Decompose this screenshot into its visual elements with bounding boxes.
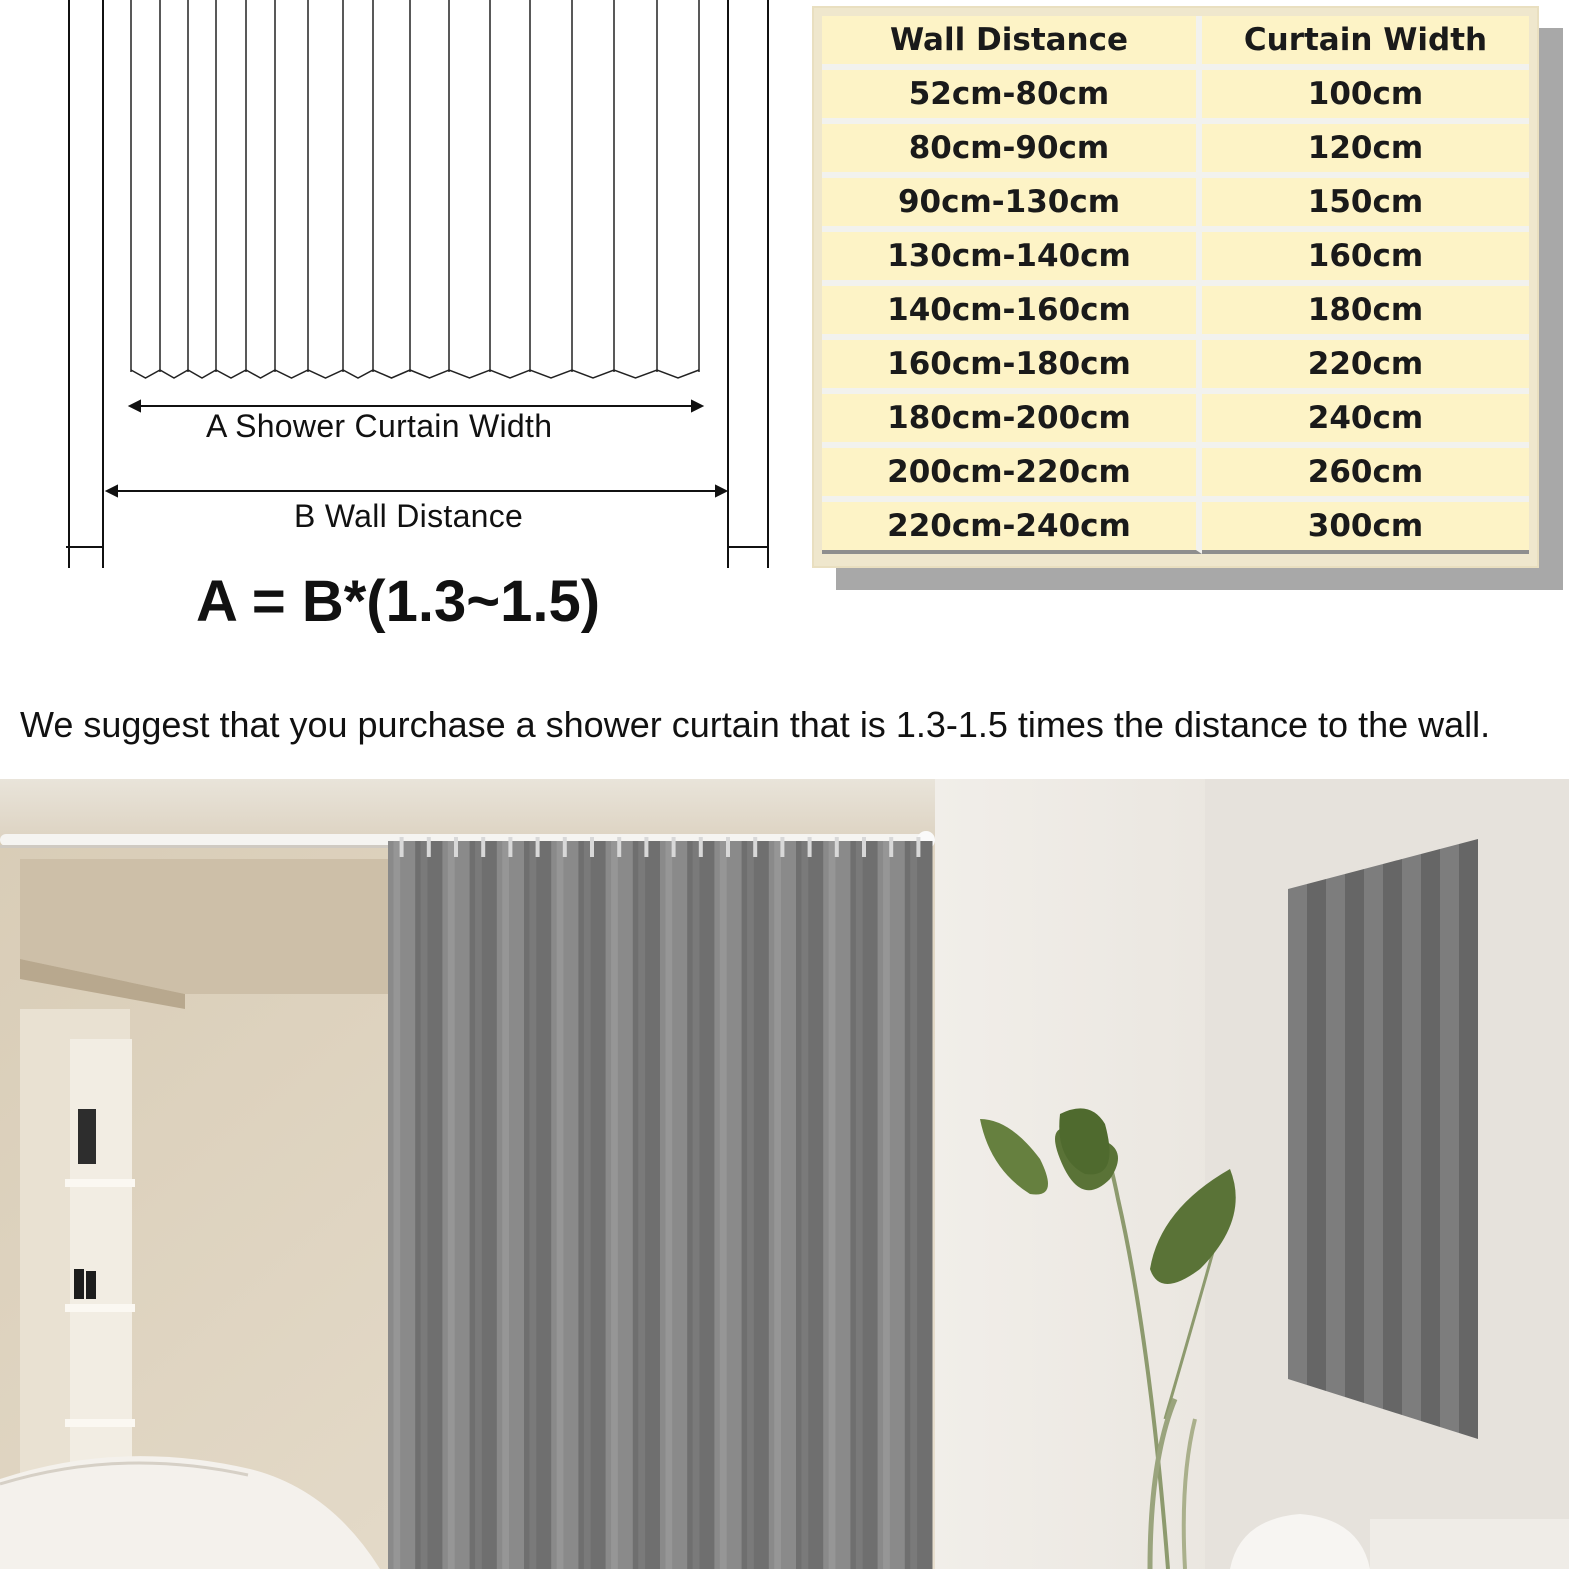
curtain-diagram bbox=[0, 0, 800, 660]
curtain-pleat bbox=[497, 841, 525, 1569]
wall-distance-cell: 130cm-140cm bbox=[822, 232, 1202, 286]
side-curtain-pleat bbox=[1440, 844, 1459, 1433]
side-curtain-pleat bbox=[1383, 859, 1402, 1415]
curtain-width-cell: 150cm bbox=[1202, 178, 1529, 232]
curtain-pleat-highlight bbox=[665, 841, 672, 1569]
distance-b-arrow bbox=[107, 486, 726, 496]
gray-pleated-curtain bbox=[388, 837, 933, 1569]
curtain-pleat bbox=[633, 841, 661, 1569]
niche-shelf bbox=[65, 1304, 135, 1312]
side-curtain-pleat bbox=[1326, 874, 1345, 1397]
sizing-formula: A = B*(1.3~1.5) bbox=[196, 569, 601, 634]
curtain-pleat-highlight bbox=[720, 841, 727, 1569]
curtain-hook bbox=[400, 837, 404, 857]
right-wall-lines bbox=[728, 0, 768, 568]
curtain-pleat bbox=[388, 841, 416, 1569]
curtain-pleat-highlight bbox=[883, 841, 890, 1569]
curtain-pleat bbox=[687, 841, 715, 1569]
bathroom-photo bbox=[0, 779, 1569, 1569]
bathroom-scene-image bbox=[0, 779, 1569, 1569]
wall-distance-label: B Wall Distance bbox=[294, 498, 524, 534]
size-chart bbox=[812, 6, 1539, 568]
table-header-row bbox=[822, 16, 1529, 70]
curtain-pleat bbox=[415, 841, 443, 1569]
curtain-pleat bbox=[551, 841, 579, 1569]
curtain-pleat-highlight bbox=[693, 841, 700, 1569]
curtain-pleat bbox=[769, 841, 797, 1569]
table-row bbox=[822, 394, 1529, 448]
curtain-pleat bbox=[905, 841, 933, 1569]
curtain-pleats bbox=[131, 0, 699, 378]
curtain-width-cell: 180cm bbox=[1202, 286, 1529, 340]
curtain-pleat bbox=[524, 841, 552, 1569]
curtain-hook bbox=[808, 837, 812, 857]
curtain-width-cell: 160cm bbox=[1202, 232, 1529, 286]
curtain-hook bbox=[481, 837, 485, 857]
curtain-pleat-highlight bbox=[557, 841, 564, 1569]
curtain-pleat-highlight bbox=[910, 841, 917, 1569]
side-curtain-pleat bbox=[1459, 839, 1478, 1439]
side-curtain-pleat bbox=[1288, 884, 1307, 1385]
table-row bbox=[822, 178, 1529, 232]
side-curtain-pleat bbox=[1402, 854, 1421, 1421]
curtain-width-cell: 300cm bbox=[1202, 502, 1529, 554]
table-row bbox=[822, 286, 1529, 340]
curtain-hook bbox=[835, 837, 839, 857]
toiletry-bottle bbox=[74, 1269, 84, 1299]
wall-distance-cell: 52cm-80cm bbox=[822, 70, 1202, 124]
curtain-pleat-highlight bbox=[475, 841, 482, 1569]
size-table bbox=[822, 16, 1529, 554]
curtain-pleat-highlight bbox=[502, 841, 509, 1569]
curtain-pleat-highlight bbox=[529, 841, 536, 1569]
curtain-pleat bbox=[714, 841, 742, 1569]
curtain-hook bbox=[780, 837, 784, 857]
counter bbox=[1370, 1519, 1569, 1569]
curtain-hook bbox=[672, 837, 676, 857]
curtain-hook bbox=[454, 837, 458, 857]
curtain-width-cell: 260cm bbox=[1202, 448, 1529, 502]
curtain-hook bbox=[617, 837, 621, 857]
wall-distance-cell: 180cm-200cm bbox=[822, 394, 1202, 448]
wall-distance-cell: 160cm-180cm bbox=[822, 340, 1202, 394]
curtain-hook bbox=[563, 837, 567, 857]
curtain-width-cell: 220cm bbox=[1202, 340, 1529, 394]
curtain-hook bbox=[508, 837, 512, 857]
curtain-pleat-highlight bbox=[638, 841, 645, 1569]
curtain-pleat bbox=[442, 841, 470, 1569]
curtain-width-cell: 240cm bbox=[1202, 394, 1529, 448]
wall-distance-cell: 80cm-90cm bbox=[822, 124, 1202, 178]
curtain-pleat bbox=[660, 841, 688, 1569]
curtain-hook bbox=[427, 837, 431, 857]
wall-distance-cell: 140cm-160cm bbox=[822, 286, 1202, 340]
curtain-hook bbox=[644, 837, 648, 857]
left-wall-lines bbox=[66, 0, 103, 568]
curtain-pleat bbox=[878, 841, 906, 1569]
table-row bbox=[822, 232, 1529, 286]
curtain-hook bbox=[726, 837, 730, 857]
curtain-pleat-highlight bbox=[584, 841, 591, 1569]
curtain-pleat bbox=[742, 841, 770, 1569]
curtain-hook bbox=[916, 837, 920, 857]
curtain-hook bbox=[862, 837, 866, 857]
curtain-pleat bbox=[606, 841, 634, 1569]
curtain-pleat-highlight bbox=[856, 841, 863, 1569]
curtain-pleat bbox=[578, 841, 606, 1569]
curtain-diagram-drawing bbox=[0, 0, 800, 660]
curtain-hook bbox=[753, 837, 757, 857]
table-row bbox=[822, 124, 1529, 178]
column-header-wall-distance: Wall Distance bbox=[822, 16, 1202, 70]
curtain-hook bbox=[699, 837, 703, 857]
table-row bbox=[822, 340, 1529, 394]
curtain-hook bbox=[590, 837, 594, 857]
curtain-hook bbox=[536, 837, 540, 857]
curtain-pleat-highlight bbox=[421, 841, 428, 1569]
wall-distance-cell: 200cm-220cm bbox=[822, 448, 1202, 502]
toiletry-bottle bbox=[78, 1109, 96, 1164]
side-curtain-pleat bbox=[1307, 879, 1326, 1391]
wall-distance-cell: 90cm-130cm bbox=[822, 178, 1202, 232]
curtain-hook bbox=[889, 837, 893, 857]
column-header-curtain-width: Curtain Width bbox=[1202, 16, 1529, 70]
curtain-pleat-highlight bbox=[448, 841, 455, 1569]
niche-shelf bbox=[65, 1179, 135, 1187]
curtain-pleat bbox=[850, 841, 878, 1569]
curtain-pleat-highlight bbox=[611, 841, 618, 1569]
side-curtain-pleat bbox=[1421, 849, 1440, 1427]
niche-shelf bbox=[65, 1419, 135, 1427]
curtain-width-label: A Shower Curtain Width bbox=[206, 408, 553, 444]
purchase-suggestion-text: We suggest that you purchase a shower curtain that is 1.3-1.5 times the distance to the wall. bbox=[20, 704, 1491, 745]
curtain-pleat-highlight bbox=[393, 841, 400, 1569]
wall-distance-cell: 220cm-240cm bbox=[822, 502, 1202, 554]
curtain-width-cell: 120cm bbox=[1202, 124, 1529, 178]
gray-pleated-curtain-side bbox=[1288, 839, 1478, 1439]
side-curtain-pleat bbox=[1345, 869, 1364, 1403]
curtain-pleat-highlight bbox=[801, 841, 808, 1569]
curtain-pleat-highlight bbox=[747, 841, 754, 1569]
curtain-pleat bbox=[823, 841, 851, 1569]
curtain-pleat bbox=[470, 841, 498, 1569]
table-row bbox=[822, 448, 1529, 502]
ceiling-strip bbox=[0, 779, 935, 839]
curtain-pleat bbox=[796, 841, 824, 1569]
table-row bbox=[822, 502, 1529, 554]
curtain-width-cell: 100cm bbox=[1202, 70, 1529, 124]
side-curtain-pleat bbox=[1364, 864, 1383, 1409]
curtain-pleat-highlight bbox=[774, 841, 781, 1569]
curtain-pleat-highlight bbox=[829, 841, 836, 1569]
table-row bbox=[822, 70, 1529, 124]
toiletry-bottle bbox=[86, 1271, 96, 1299]
